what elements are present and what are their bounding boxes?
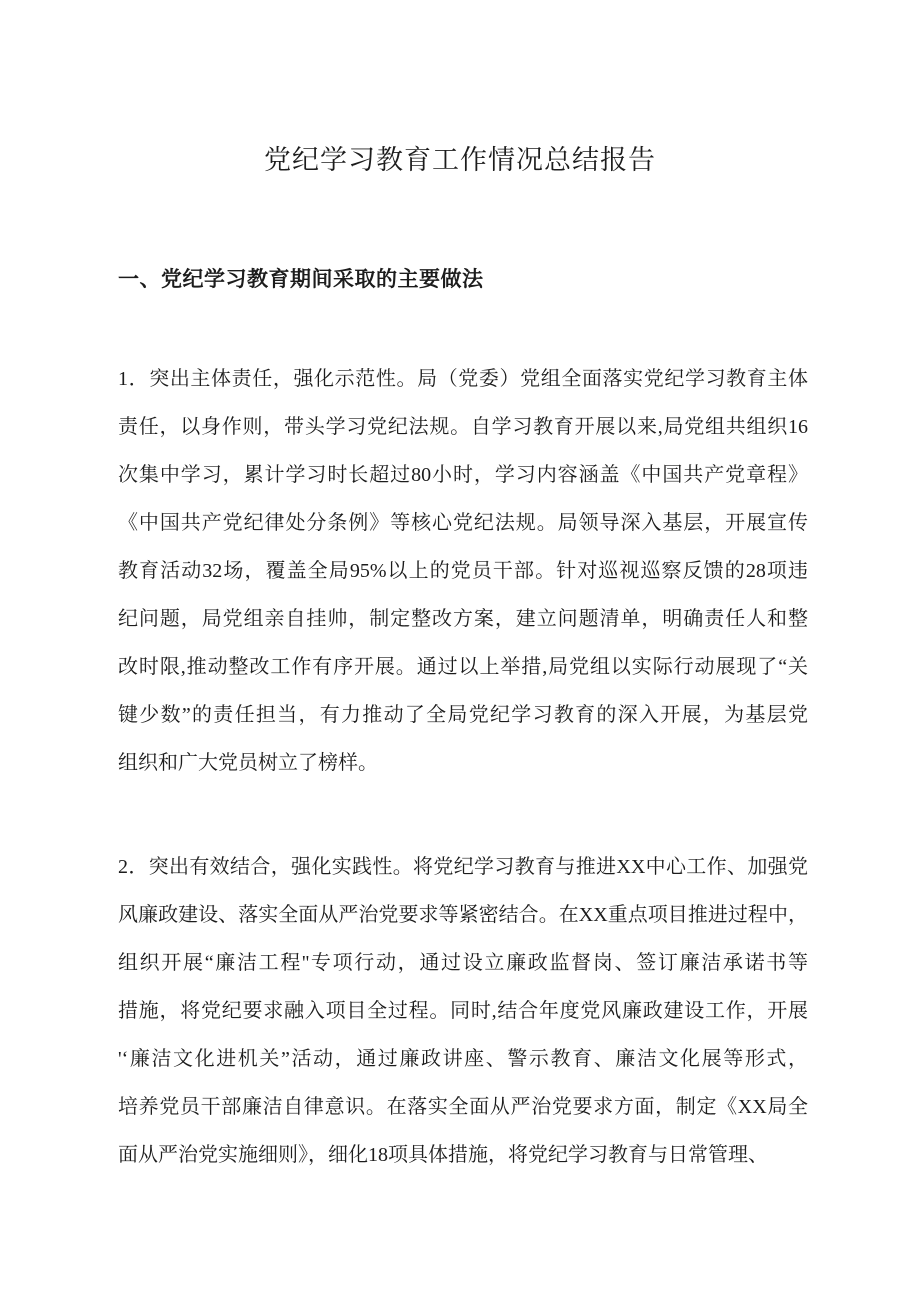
document-title: 党纪学习教育工作情况总结报告 — [264, 145, 656, 175]
text-line: 改时限,推动整改工作有序开展。通过以上举措,局党组以实际行动展现了“关 — [118, 656, 808, 678]
text-line: 措施，将党纪要求融入项目全过程。同时,结合年度党风廉政建设工作，开展 — [118, 1000, 808, 1022]
text-line: 教育活动32场，覆盖全局95%以上的党员干部。针对巡视巡察反馈的28项违 — [118, 560, 808, 582]
text-line: 风廉政建设、落实全面从严治党要求等紧密结合。在XX重点项目推进过程中， — [118, 904, 808, 926]
text-line: 责任，以身作则，带头学习党纪法规。自学习教育开展以来,局党组共组织16 — [118, 416, 808, 438]
section-heading: 一、党纪学习教育期间采取的主要做法 — [118, 267, 484, 291]
document-body — [118, 355, 808, 1179]
text-line: 《中国共产党纪律处分条例》等核心党纪法规。局领导深入基层，开展宣传 — [118, 512, 808, 534]
text-line: 1．突出主体责任，强化示范性。局（党委）党组全面落实党纪学习教育主体 — [118, 368, 808, 390]
text-line: 2．突出有效结合，强化实践性。将党纪学习教育与推进XX中心工作、加强党 — [118, 856, 808, 878]
text-line: 纪问题，局党组亲自挂帅，制定整改方案，建立问题清单，明确责任人和整 — [118, 608, 808, 630]
text-line: 面从严治党实施细则》，细化18项具体措施，将党纪学习教育与日常管理、 — [118, 1144, 768, 1166]
text-line: 培养党员干部廉洁自律意识。在落实全面从严治党要求方面，制定《XX局全 — [118, 1096, 808, 1118]
text-line: '‘廉洁文化进机关”活动，通过廉政讲座、警示教育、廉洁文化展等形式， — [118, 1048, 808, 1070]
text-line: 组织和广大党员树立了榜样。 — [118, 752, 378, 774]
paragraph — [118, 355, 808, 787]
paragraph — [118, 843, 808, 1179]
text-line: 次集中学习，累计学习时长超过80小时，学习内容涵盖《中国共产党章程》 — [118, 464, 808, 486]
text-line: 组织开展“廉洁工程''专项行动，通过设立廉政监督岗、签订廉洁承诺书等 — [118, 952, 808, 974]
text-line: 键少数”的责任担当，有力推动了全局党纪学习教育的深入开展，为基层党 — [118, 704, 808, 726]
